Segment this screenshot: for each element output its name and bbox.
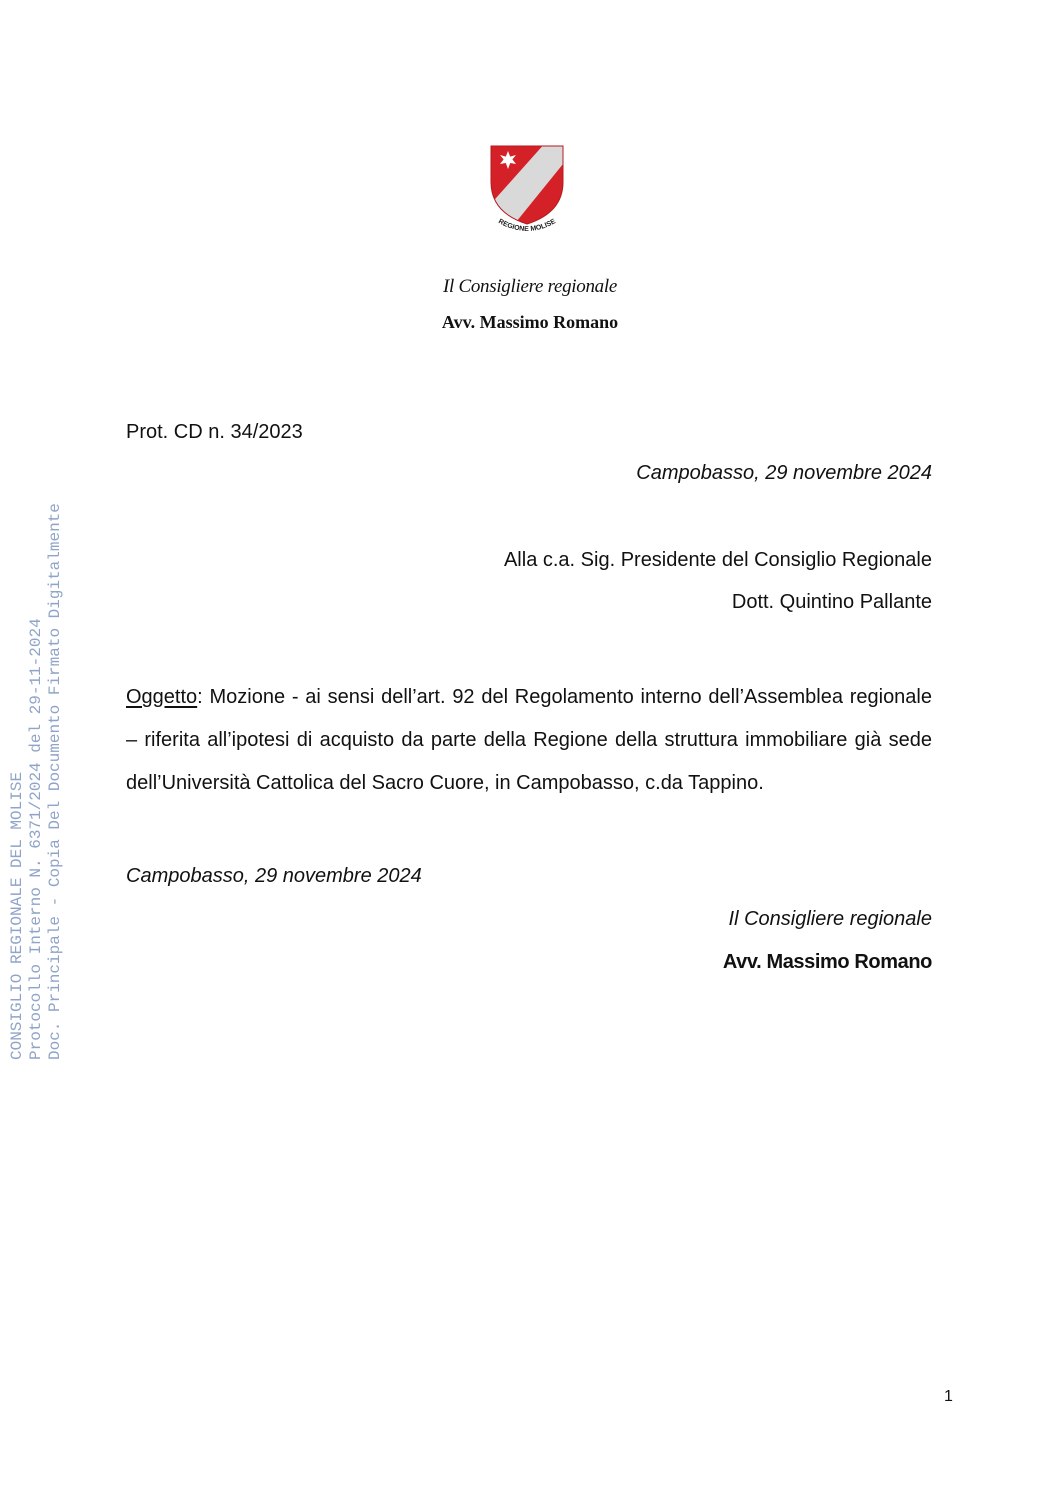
stamp-line: Protocollo Interno N. 6371/2024 del 29-11-2024	[27, 618, 45, 1060]
addressee-name: Dott. Quintino Pallante	[731, 591, 932, 613]
subject-text: : Mozione - ai sensi dell’art. 92 del Regolamento interno dell’Assemblea regionale – riferita all’ipotesi di acquisto da parte della Regione della struttura immobiliare già sede dell’Università Cattolica del Sacro Cuore, in Campobasso, c.da Tappino.	[126, 686, 932, 794]
header-name: Avv. Massimo Romano	[441, 312, 619, 332]
header-role: Il Consigliere regionale	[443, 276, 617, 297]
subject-paragraph	[126, 676, 932, 805]
protocol-number: Prot. CD n. 34/2023	[126, 421, 303, 443]
signature-role: Il Consigliere regionale	[728, 908, 932, 930]
stamp-line: CONSIGLIO REGIONALE DEL MOLISE	[8, 771, 26, 1060]
logo-caption: REGIONE MOLISE	[497, 218, 557, 234]
regione-molise-logo	[486, 142, 568, 238]
protocol-stamp	[8, 503, 65, 1060]
date-bottom: Campobasso, 29 novembre 2024	[126, 865, 422, 887]
signature-name: Avv. Massimo Romano	[722, 951, 932, 973]
page-number: 1	[944, 1388, 953, 1405]
addressee-line: Alla c.a. Sig. Presidente del Consiglio Regionale	[503, 549, 932, 571]
date-top: Campobasso, 29 novembre 2024	[636, 462, 932, 484]
subject-label: Oggetto	[126, 686, 198, 708]
stamp-line: Doc. Principale - Copia Del Documento Firmato Digitalmente	[46, 503, 64, 1060]
